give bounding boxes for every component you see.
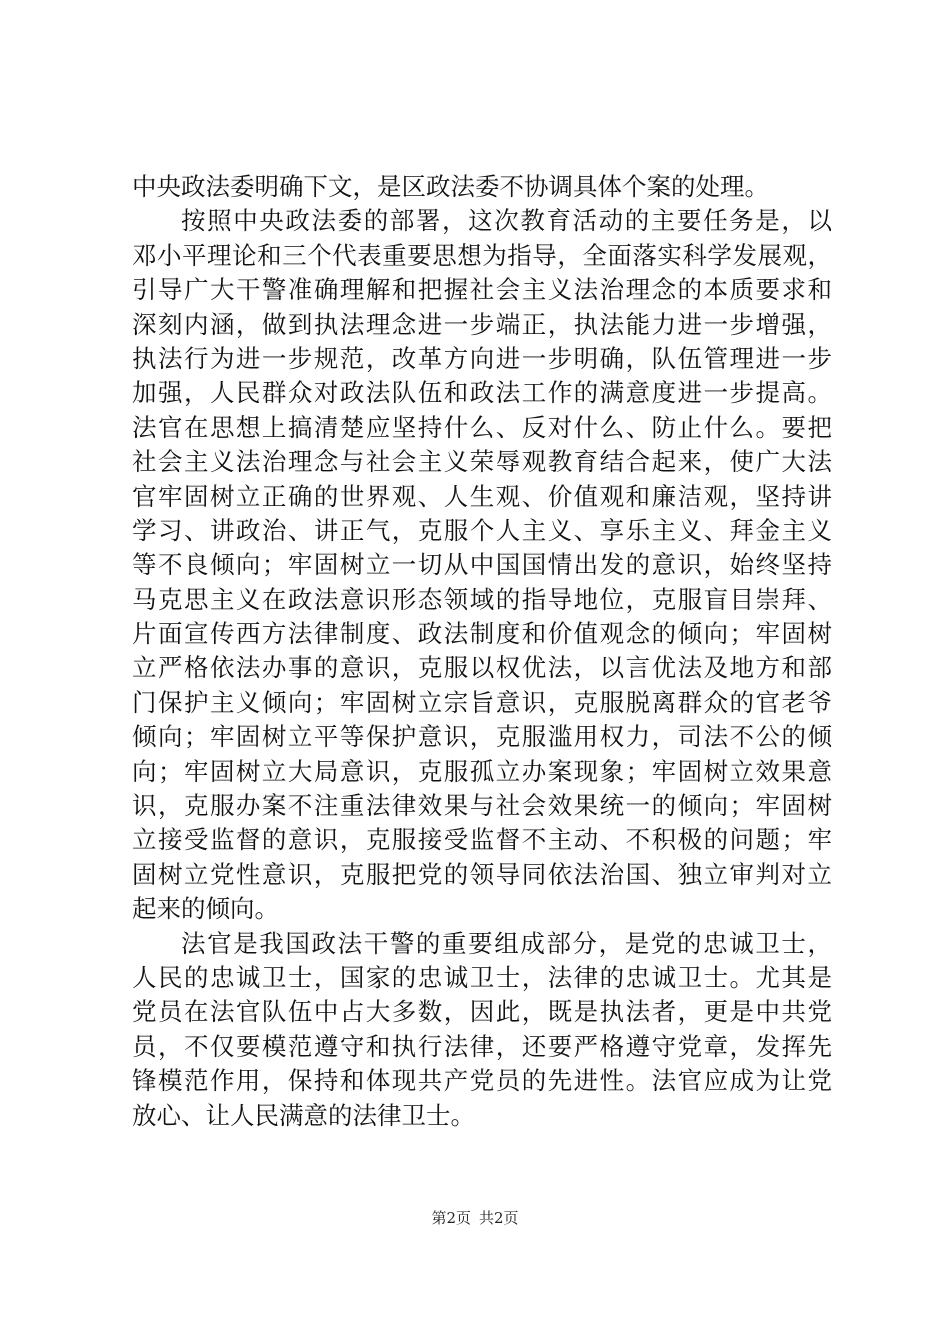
text-line: 立严格依法办事的意识，克服以权优法，以言优法及地方和部 [132, 653, 832, 683]
text-line: 起来的倾向。 [132, 894, 279, 924]
text-line: 学习、讲政治、讲正气，克服个人主义、享乐主义、拜金主义 [132, 515, 832, 545]
text-line: 执法行为进一步规范，改革方向进一步明确，队伍管理进一步 [132, 343, 832, 373]
text-line: 识，克服办案不注重法律效果与社会效果统一的倾向；牢固树 [132, 791, 832, 821]
text-line: 锋模范作用，保持和体现共产党员的先进性。法官应成为让党 [132, 1066, 832, 1096]
text-line: 按照中央政法委的部署，这次教育活动的主要任务是，以 [181, 206, 832, 236]
text-line: 党员在法官队伍中占大多数，因此，既是执法者，更是中共党 [132, 997, 832, 1027]
text-line: 法官在思想上搞清楚应坚持什么、反对什么、防止什么。要把 [132, 412, 832, 442]
text-line: 社会主义法治理念与社会主义荣辱观教育结合起来，使广大法 [132, 447, 832, 477]
text-line: 深刻内涵，做到执法理念进一步端正，执法能力进一步增强， [132, 309, 832, 339]
paragraph-continuation [132, 170, 832, 204]
text-line: 引导广大干警准确理解和把握社会主义法治理念的本质要求和 [132, 275, 832, 305]
text-line: 邓小平理论和三个代表重要思想为指导，全面落实科学发展观， [132, 240, 832, 270]
page-footer [0, 1208, 950, 1228]
text-line: 固树立党性意识，克服把党的领导同依法治国、独立审判对立 [132, 859, 832, 889]
text-line: 向；牢固树立大局意识，克服孤立办案现象；牢固树立效果意 [132, 756, 832, 786]
text-line: 倾向；牢固树立平等保护意识，克服滥用权力，司法不公的倾 [132, 722, 832, 752]
text-line: 马克思主义在政法意识形态领域的指导地位，克服盲目崇拜、 [132, 584, 832, 614]
text-line: 片面宣传西方法律制度、政法制度和价值观念的倾向；牢固树 [132, 619, 832, 649]
document-body [132, 170, 832, 1133]
text-line: 官牢固树立正确的世界观、人生观、价值观和廉洁观，坚持讲 [132, 481, 832, 511]
page-total: 共2页 [479, 1209, 519, 1227]
paragraph-judges-role [132, 927, 832, 1133]
text-line: 立接受监督的意识，克服接受监督不主动、不积极的问题；牢 [132, 825, 832, 855]
text-line: 等不良倾向；牢固树立一切从中国国情出发的意识，始终坚持 [132, 550, 832, 580]
text-line: 门保护主义倾向；牢固树立宗旨意识，克服脱离群众的官老爷 [132, 687, 832, 717]
text-line: 中央政法委明确下文，是区政法委不协调具体个案的处理。 [132, 172, 769, 201]
page-number: 第2页 [431, 1209, 471, 1227]
paragraph-main-tasks [132, 204, 832, 926]
text-line: 员，不仅要模范遵守和执行法律，还要严格遵守党章，发挥先 [132, 1031, 832, 1061]
text-line: 人民的忠诚卫士，国家的忠诚卫士，法律的忠诚卫士。尤其是 [132, 962, 832, 992]
text-line: 放心、让人民满意的法律卫士。 [132, 1100, 475, 1130]
text-line: 法官是我国政法干警的重要组成部分，是党的忠诚卫士， [181, 928, 832, 958]
text-line: 加强，人民群众对政法队伍和政法工作的满意度进一步提高。 [132, 378, 832, 408]
